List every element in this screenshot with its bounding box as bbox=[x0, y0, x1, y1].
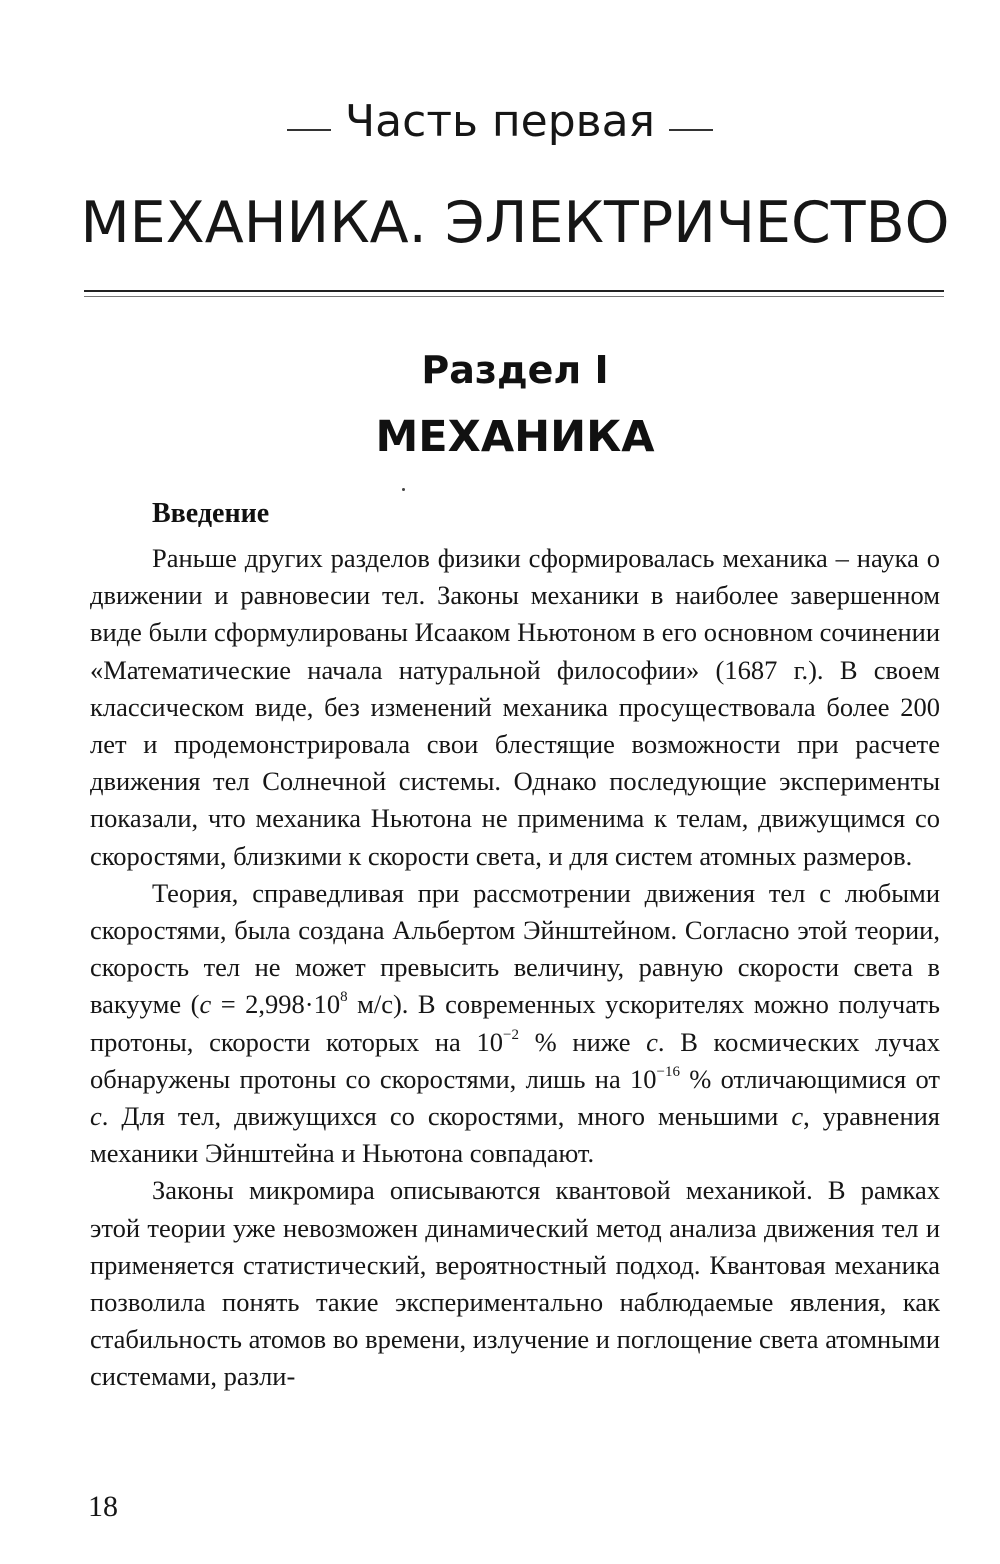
print-speck bbox=[402, 488, 405, 491]
page-number: 18 bbox=[88, 1490, 118, 1523]
p2-text-5: . В космических лучах обнаружены протоны со скоростями, лишь на 10 bbox=[90, 1026, 940, 1094]
intro-heading: Введение bbox=[152, 498, 270, 529]
right-dash bbox=[669, 129, 713, 131]
part-title: МЕХАНИКА. ЭЛЕКТРИЧЕСТВО bbox=[80, 190, 950, 256]
p2-text-6: % отличающимися от bbox=[679, 1063, 940, 1094]
paragraph-3: Законы микромира описываются квантовой механикой. В рамках этой теории уже невозможен динамический метод анализа движения тел и применяется статистический, вероятностный подход. Квантовая механика позволила понять такие экспериментально наблюдаемые явления, как стабильность атомов во времени, излучение и поглощение света атомными системами, разли- bbox=[90, 1175, 940, 1392]
left-dash bbox=[287, 129, 331, 131]
p2-text-1: Теория, справедливая при рассмотрении движения тел с любыми скоростями, была создана Альбертом Эйнштейном. Согласно этой теории, скорость тел не может превысить величину, равную скорости света в вакууме ( bbox=[90, 877, 940, 1020]
part-header bbox=[0, 96, 1000, 147]
paragraph-2 bbox=[90, 875, 940, 1173]
p2-exponent-2: −2 bbox=[503, 1026, 519, 1043]
p2-text-3: м/с). В современных ускорителях можно получать протоны, скорости которых на 10 bbox=[90, 989, 941, 1057]
p2-text-7: . Для тел, движущихся со скоростями, много меньшими bbox=[101, 1101, 792, 1132]
p2-text-8: , уравнения механики Эйнштейна и Ньютона совпадают. bbox=[90, 1101, 940, 1169]
p2-symbol-c: c bbox=[791, 1101, 804, 1132]
paragraph-1: Раньше других разделов физики сформировалась механика – наука о движении и равновесии тел. Законы механики в наиболее завершенном виде были сформулированы Исааком Ньютоном в его основном сочинении «Математические начала натуральной философии» (1687 г.). В своем классическом виде, без изменений механика просуществовала более 200 лет и продемонстрировала свои блестящие возможности при расчете движения тел Солнечной системы. Однако последующие эксперименты показали, что механика Ньютона не применима к телам, движущимся со скоростями, близкими к скорости света, и для систем атомных размеров. bbox=[90, 543, 940, 871]
p2-symbol-c: c bbox=[646, 1026, 658, 1057]
title-rule bbox=[84, 290, 944, 292]
body-text bbox=[90, 540, 940, 1396]
p2-text-4: % ниже bbox=[518, 1026, 647, 1057]
p2-symbol-c: c bbox=[90, 1101, 102, 1132]
section-number: Раздел I bbox=[421, 348, 609, 392]
p2-symbol-c: c bbox=[199, 989, 212, 1020]
title-rule-thin bbox=[84, 296, 944, 297]
p2-text-2: = 2,998·10 bbox=[211, 989, 341, 1020]
part-label: Часть первая bbox=[345, 96, 655, 147]
section-title: МЕХАНИКА bbox=[375, 412, 655, 462]
p2-exponent-1: 8 bbox=[340, 989, 348, 1006]
p2-exponent-3: −16 bbox=[656, 1063, 680, 1080]
